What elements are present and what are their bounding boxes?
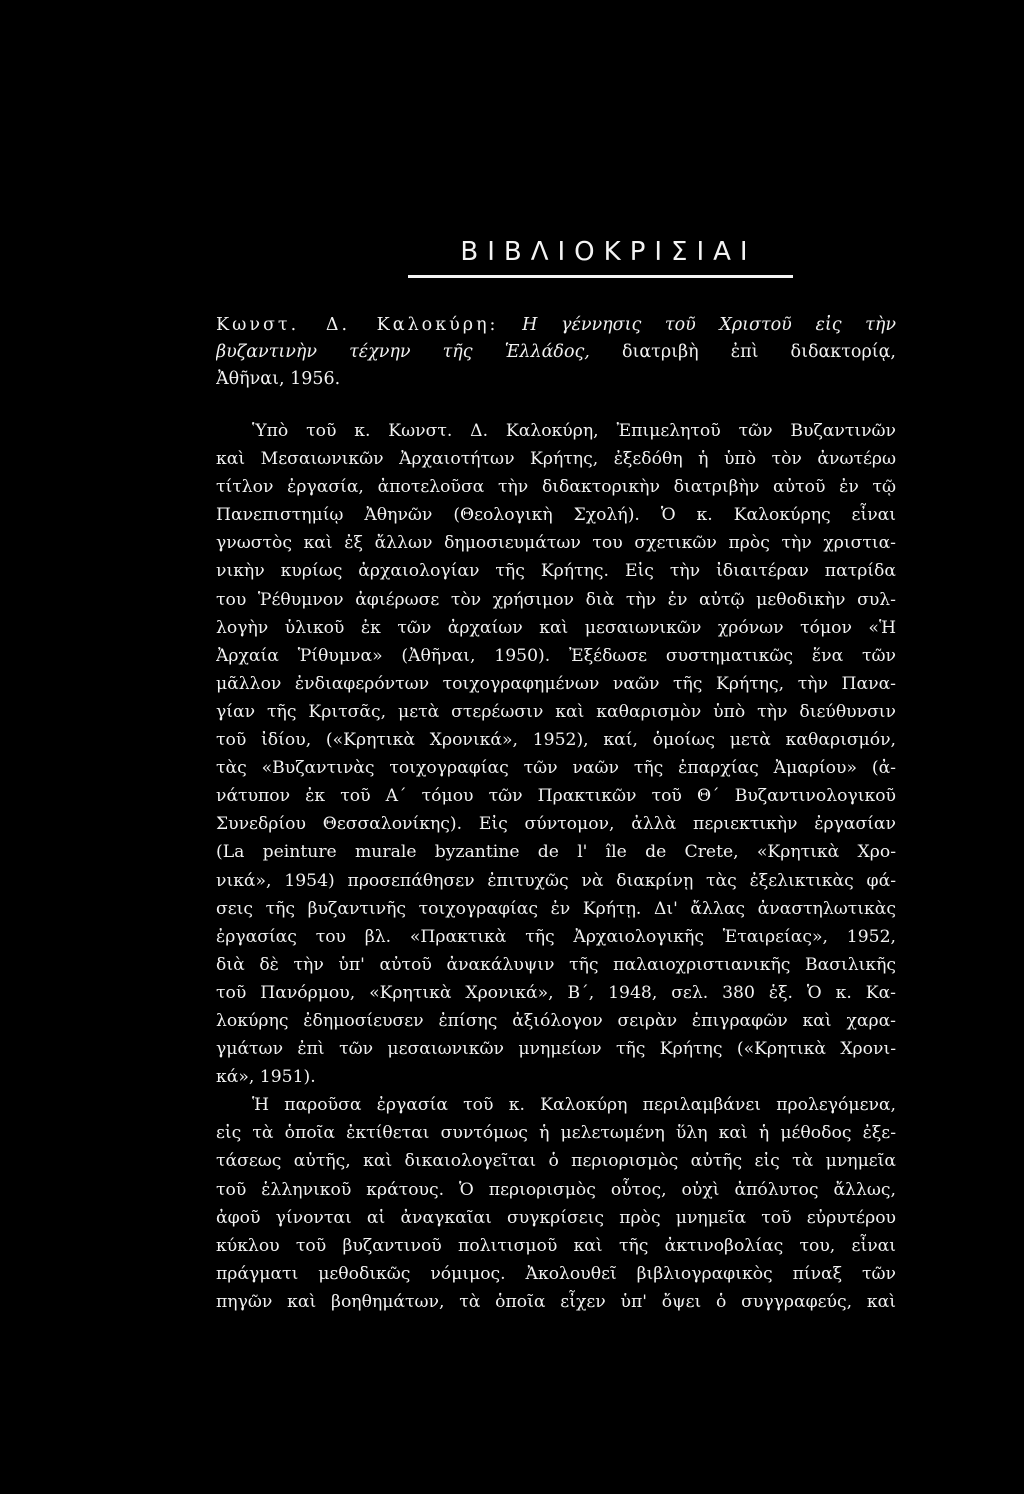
text-line: ἀφοῦ γίνονται αἱ ἀναγκαῖαι συγκρίσεις πρὸς μνημεῖα τοῦ εὐρυτέρου [216, 1207, 896, 1228]
text-line: Συνεδρίου Θεσσαλονίκης). Εἰς σύντομον, ἀλλὰ περιεκτικὴν ἐργασίαν [216, 814, 896, 835]
text-line: Ἀρχαία Ῥίθυμνα» (Ἀθῆναι, 1950). Ἐξέδωσε συστηματικῶς ἕνα τῶν [216, 645, 896, 666]
text-line: σεις τῆς βυζαντινῆς τοιχογραφίας ἐν Κρήτῃ. Δι' ἄλλας ἀναστηλωτικὰς [216, 898, 896, 919]
text-line: τοῦ Πανόρμου, «Κρητικὰ Χρονικά», Β΄, 1948, σελ. 380 ἑξ. Ὁ κ. Κα- [216, 982, 896, 1003]
text-line: λοκύρης ἐδημοσίευσεν ἐπίσης ἀξιόλογον σειρὰν ἐπιγραφῶν καὶ χαρα- [216, 1010, 896, 1031]
text-line: πράγματι μεθοδικῶς νόμιμος. Ἀκολουθεῖ βιβλιογραφικὸς πίναξ τῶν [216, 1263, 896, 1284]
text-line: Ἡ παροῦσα ἐργασία τοῦ κ. Καλοκύρη περιλαμβάνει προλεγόμενα, [252, 1095, 896, 1116]
text-line: νικά», 1954) προσεπάθησεν ἐπιτυχῶς νὰ διακρίνῃ τὰς ἐξελικτικὰς φά- [216, 870, 896, 891]
text-line: λογὴν ὑλικοῦ ἐκ τῶν ἀρχαίων καὶ μεσαιωνικῶν χρόνων τόμον «Ἡ [216, 617, 896, 638]
text-line: νικὴν κυρίως ἀρχαιολογίαν τῆς Κρήτης. Εἰς τὴν ἰδιαιτέραν πατρίδα [216, 561, 896, 582]
citation-title-part-2: βυζαντινὴν τέχνην τῆς Ἑλλάδος, [216, 342, 590, 362]
citation-note: διατριβὴ ἐπὶ διδακτορίᾳ, [621, 342, 896, 362]
text-line: τὰς «Βυζαντινὰς τοιχογραφίας τῶν ναῶν τῆς ἐπαρχίας Ἀμαρίου» (ἀ- [216, 758, 896, 779]
text-line: γνωστὸς καὶ ἐξ ἄλλων δημοσιευμάτων του σχετικῶν πρὸς τὴν χριστια- [216, 533, 896, 554]
citation-author: Κωνστ. Δ. Καλοκύρη: [216, 315, 499, 335]
text-line: τοῦ ἑλληνικοῦ κράτους. Ὁ περιορισμὸς οὗτος, οὐχὶ ἀπόλυτος ἄλλως, [216, 1179, 896, 1200]
text-line: γμάτων ἐπὶ τῶν μεσαιωνικῶν μνημείων τῆς Κρήτης («Κρητικὰ Χρονι- [216, 1039, 896, 1060]
text-line: γίαν τῆς Κριτσᾶς, μετὰ στερέωσιν καὶ καθαρισμὸν ὑπὸ τὴν διεύθυνσιν [216, 701, 896, 722]
text-line: τοῦ ἰδίου, («Κρητικὰ Χρονικά», 1952), καί, ὁμοίως μετὰ καθαρισμόν, [216, 730, 896, 751]
text-line: ἐργασίας του βλ. «Πρακτικὰ τῆς Ἀρχαιολογικῆς Ἑταιρείας», 1952, [216, 926, 896, 947]
text-line: διὰ δὲ τὴν ὑπ' αὐτοῦ ἀνακάλυψιν τῆς παλαιοχριστιανικῆς Βασιλικῆς [216, 954, 896, 975]
section-header [321, 235, 896, 278]
book-citation [216, 312, 896, 393]
text-line: κά», 1951). [216, 1067, 316, 1088]
citation-line-1 [216, 312, 896, 339]
citation-title-part-1: Η γέννησις τοῦ Χριστοῦ εἰς τὴν [522, 315, 896, 335]
page [216, 235, 896, 1316]
text-line: του Ῥέθυμνον ἀφιέρωσε τὸν χρήσιμον διὰ τὴν ἐν αὐτῷ μεθοδικὴν συλ- [216, 589, 896, 610]
review-body [216, 417, 896, 1316]
text-line: κύκλου τοῦ βυζαντινοῦ πολιτισμοῦ καὶ τῆς ἀκτινοβολίας του, εἶναι [216, 1235, 896, 1256]
text-line: νάτυπον ἐκ τοῦ Α΄ τόμου τῶν Πρακτικῶν τοῦ Θ΄ Βυζαντινολογικοῦ [216, 786, 896, 807]
text-line: καὶ Μεσαιωνικῶν Ἀρχαιοτήτων Κρήτης, ἐξεδόθη ἡ ὑπὸ τὸν ἀνωτέρω [216, 449, 896, 470]
citation-line-3: Ἀθῆναι, 1956. [216, 369, 341, 389]
text-line: Πανεπιστημίῳ Ἀθηνῶν (Θεολογικὴ Σχολή). Ὁ κ. Καλοκύρης εἶναι [216, 505, 896, 526]
text-line: τάσεως αὐτῆς, καὶ δικαιολογεῖται ὁ περιορισμὸς αὐτῆς εἰς τὰ μνημεῖα [216, 1151, 896, 1172]
header-rule [408, 275, 793, 278]
paragraph-2 [216, 1091, 896, 1316]
text-line: Ὑπὸ τοῦ κ. Κωνστ. Δ. Καλοκύρη, Ἐπιμελητοῦ τῶν Βυζαντινῶν [252, 421, 896, 441]
text-line: τίτλον ἐργασία, ἀποτελοῦσα τὴν διδακτορικὴν διατριβὴν αὐτοῦ ἐν τῷ [216, 477, 896, 498]
section-title: ΒΙΒΛΙΟΚΡΙΣΙΑΙ [460, 237, 757, 267]
citation-line-2 [216, 339, 896, 366]
text-line: (La peinture murale byzantine de l' île de Crete, «Κρητικὰ Χρο- [216, 842, 896, 863]
paragraph-1 [216, 417, 896, 1091]
text-line: εἰς τὰ ὁποῖα ἐκτίθεται συντόμως ἡ μελετωμένη ὕλη καὶ ἡ μέθοδος ἐξε- [216, 1123, 896, 1144]
text-line: πηγῶν καὶ βοηθημάτων, τὰ ὁποῖα εἶχεν ὑπ' ὄψει ὁ συγγραφεύς, καὶ [216, 1291, 896, 1312]
text-line: μᾶλλον ἐνδιαφερόντων τοιχογραφημένων ναῶν τῆς Κρήτης, τὴν Πανα- [216, 673, 896, 694]
